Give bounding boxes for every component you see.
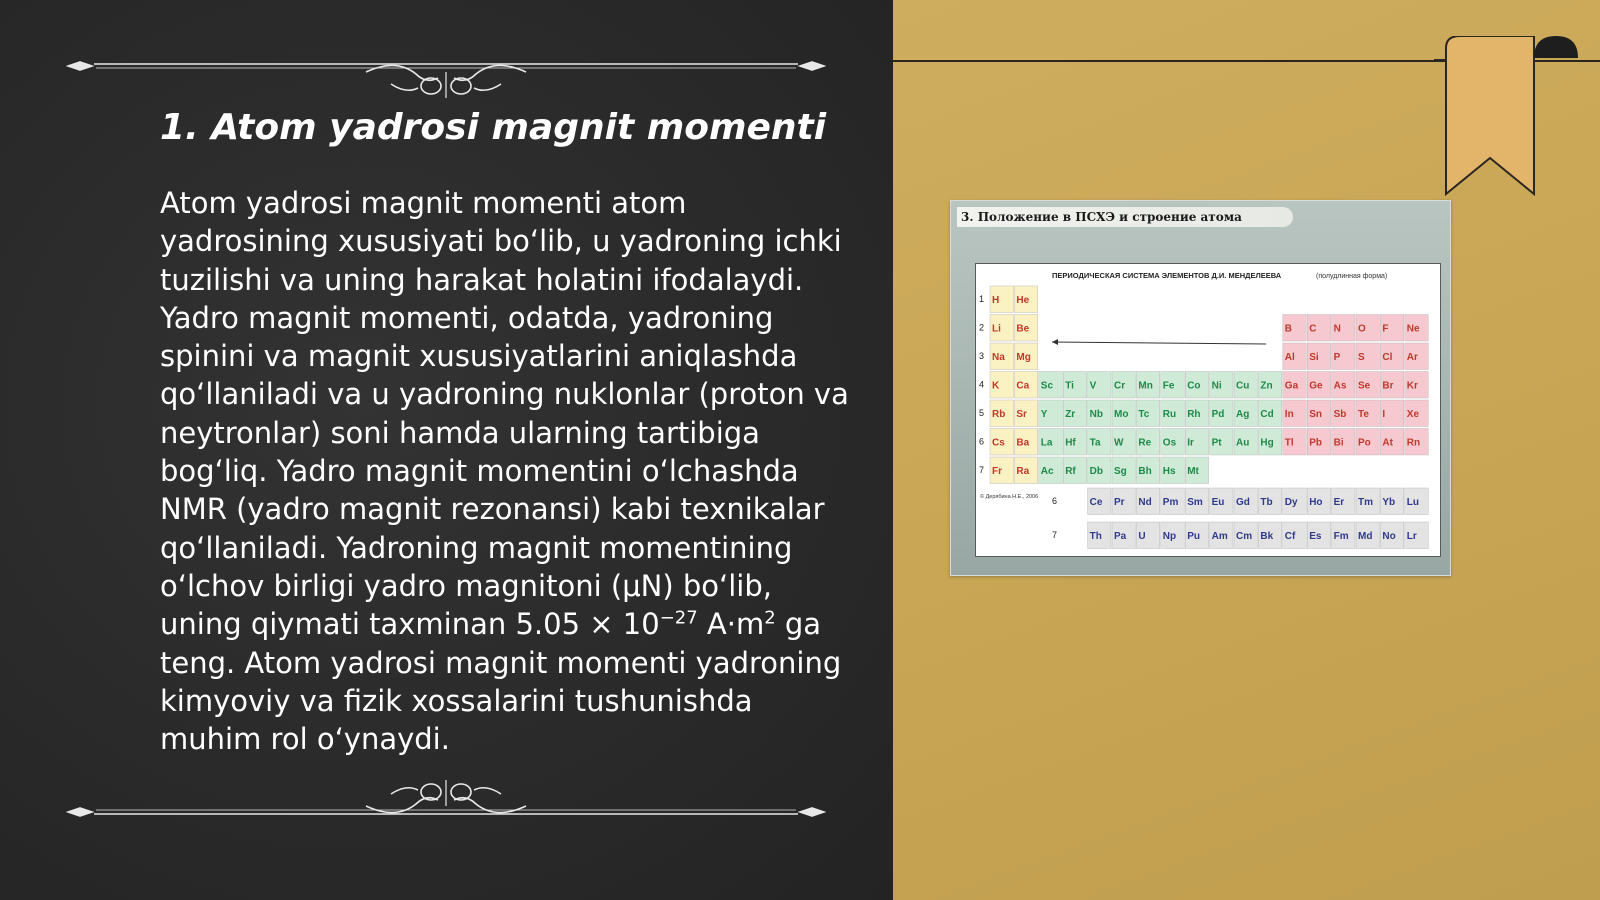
element-symbol: Ni [1211, 380, 1222, 392]
body-exponent: −27 [659, 607, 698, 629]
element-symbol: Ba [1016, 437, 1030, 449]
bottom-ornamental-border [66, 780, 826, 830]
period-label: 6 [979, 436, 985, 447]
element-symbol: Tc [1138, 409, 1150, 420]
element-symbol: Lu [1406, 497, 1420, 508]
element-symbol: Np [1162, 531, 1177, 542]
body-unit-exponent: 2 [764, 607, 776, 629]
element-symbol: Ar [1406, 352, 1418, 363]
element-symbol: Br [1382, 380, 1394, 392]
body-text-main: Atom yadrosi magnit momenti atom yadrosining xususiyati bo‘lib, u yadroning ichki tuzilishi va uning harakat holatini ifodalaydi. Yadro magnit momenti, odatda, yadroning spinini va magnit xususiyatlarini aniqlashda qo‘llaniladi va u yadroning nuklonlar (proton va neytronlar) soni hamda ularning tartibiga bog‘liq. Yadro magnit momentini o‘lchashda NMR (yadro magnit rezonansi) kabi texnikalar qo‘llaniladi. Yadroning magnit momentining o‘lchov birligi yadro magnitoni (μN) bo‘lib, uning qiymati taxminan 5.05 × 10 [160, 186, 849, 642]
element-symbol: Gd [1236, 497, 1250, 508]
element-symbol: P [1333, 352, 1341, 363]
element-symbol: Cf [1284, 531, 1296, 542]
element-symbol: Ge [1309, 380, 1323, 392]
element-symbol: Sn [1309, 409, 1322, 420]
element-symbol: U [1138, 531, 1146, 542]
element-symbol: Au [1236, 437, 1250, 449]
element-symbol: Zr [1065, 409, 1076, 420]
element-symbol: Po [1358, 437, 1371, 449]
element-symbol: Ag [1236, 409, 1250, 420]
element-symbol: Rb [992, 409, 1006, 420]
element-symbol: Hf [1065, 437, 1076, 449]
element-symbol: I [1382, 409, 1386, 420]
element-symbol: Hs [1162, 466, 1176, 477]
element-symbol: Ce [1089, 497, 1103, 508]
element-symbol: In [1284, 409, 1294, 420]
element-symbol: Pr [1114, 497, 1125, 508]
element-symbol: Cr [1114, 380, 1126, 392]
element-symbol: Db [1089, 466, 1103, 477]
element-symbol: N [1333, 323, 1341, 335]
element-symbol: Cl [1382, 352, 1393, 363]
element-symbol: Te [1358, 409, 1369, 420]
element-symbol: Yb [1382, 497, 1396, 508]
element-symbol: Xe [1406, 409, 1420, 420]
slide-title: 1. Atom yadrosi magnit momenti [160, 107, 827, 148]
element-symbol: Sb [1333, 409, 1347, 420]
element-symbol: Bh [1138, 466, 1152, 477]
element-symbol: Al [1284, 352, 1295, 363]
period-label: 7 [979, 465, 985, 475]
period-label: 4 [979, 379, 985, 390]
element-symbol: Rf [1065, 466, 1076, 477]
arrow-line [1052, 342, 1266, 344]
body-text-end: ga teng. Atom yadrosi magnit momenti yadroning kimyoviy va fizik xossalarini tushunishda muhim rol o‘ynaydi. [160, 607, 842, 757]
element-symbol: Ac [1040, 466, 1054, 477]
element-symbol: Si [1309, 352, 1319, 363]
element-symbol: Ne [1406, 323, 1420, 335]
element-symbol: Li [992, 323, 1001, 335]
top-ornamental-border [66, 48, 826, 98]
table-subtitle: (полудлинная форма) [1316, 273, 1388, 280]
element-symbol: Tm [1358, 497, 1373, 508]
element-symbol: Ho [1309, 497, 1323, 508]
element-symbol: Fr [992, 466, 1002, 477]
element-symbol: Ca [1016, 380, 1030, 392]
periodic-table [975, 263, 1441, 557]
element-symbol: Cd [1260, 409, 1274, 420]
element-symbol: Rn [1406, 437, 1421, 449]
element-symbol: Nd [1138, 497, 1152, 508]
element-symbol: Sg [1114, 466, 1127, 477]
element-symbol: S [1358, 352, 1365, 363]
period-label: 2 [979, 322, 985, 333]
period-label: 1 [979, 294, 985, 304]
element-symbol: Ra [1016, 466, 1030, 477]
element-symbol: As [1333, 380, 1347, 392]
element-symbol: O [1358, 323, 1366, 335]
element-symbol: Mo [1114, 409, 1129, 420]
element-symbol: Pu [1187, 531, 1200, 542]
element-symbol: Os [1162, 437, 1177, 449]
element-symbol: C [1309, 323, 1317, 335]
element-symbol: Rh [1187, 409, 1201, 420]
element-symbol: Sr [1016, 409, 1027, 420]
element-symbol: Ir [1187, 437, 1194, 449]
element-symbol: Kr [1406, 380, 1418, 392]
element-symbol: Es [1309, 531, 1322, 542]
bookmark-ribbon-icon [1434, 36, 1600, 196]
element-symbol: Nb [1089, 409, 1103, 420]
element-symbol: Ru [1162, 409, 1177, 420]
element-symbol: La [1040, 437, 1053, 449]
element-symbol: Pb [1309, 437, 1322, 449]
element-symbol: Eu [1211, 497, 1225, 508]
element-symbol: At [1382, 437, 1393, 449]
copyright: © Дерябина Н.Е., 2006 [980, 494, 1039, 500]
lanthanide-row-label: 6 [1052, 496, 1058, 506]
element-symbol: Sm [1187, 497, 1203, 508]
element-symbol: He [1016, 295, 1030, 306]
periodic-table-image [950, 200, 1451, 576]
element-symbol: H [992, 295, 1000, 306]
element-symbol: Ta [1089, 437, 1101, 449]
element-symbol: Na [992, 352, 1005, 363]
element-symbol: Ga [1284, 380, 1299, 392]
body-unit: A·m [697, 607, 765, 642]
element-symbol: Fe [1162, 380, 1175, 392]
element-symbol: Bi [1333, 437, 1344, 449]
element-symbol: Y [1040, 409, 1048, 420]
element-symbol: Cs [992, 437, 1005, 449]
element-symbol: Cm [1236, 531, 1253, 542]
element-symbol: Mg [1016, 352, 1031, 363]
element-symbol: Er [1333, 497, 1345, 508]
element-symbol: Pt [1211, 437, 1222, 449]
element-symbol: Ti [1065, 380, 1074, 392]
element-symbol: K [992, 380, 1000, 392]
element-symbol: Mt [1187, 466, 1199, 477]
arrow-head-icon [1052, 339, 1058, 345]
period-label: 3 [979, 351, 985, 361]
period-label: 5 [979, 408, 985, 418]
element-symbol: Pa [1114, 531, 1127, 542]
element-symbol: Md [1358, 531, 1373, 542]
element-symbol: Se [1358, 380, 1371, 392]
element-symbol: F [1382, 323, 1389, 335]
element-symbol: Pd [1211, 409, 1225, 420]
element-symbol: Hg [1260, 437, 1274, 449]
actinide-row-label: 7 [1052, 530, 1058, 540]
element-symbol: V [1089, 380, 1097, 392]
element-symbol: Th [1089, 531, 1102, 542]
element-symbol: No [1382, 531, 1396, 542]
element-symbol: Bk [1260, 531, 1274, 542]
table-title: ПЕРИОДИЧЕСКАЯ СИСТЕМА ЭЛЕМЕНТОВ Д.И. МЕНДЕЛЕЕВА [1052, 271, 1282, 280]
element-symbol: Mn [1138, 380, 1153, 392]
element-symbol: Zn [1260, 380, 1273, 392]
element-symbol: Dy [1284, 497, 1298, 508]
element-symbol: Re [1138, 437, 1152, 449]
element-symbol: Lr [1406, 531, 1417, 542]
element-symbol: Cu [1236, 380, 1250, 392]
element-symbol: Sc [1040, 380, 1054, 392]
element-symbol: Tl [1284, 437, 1294, 449]
element-symbol: Fm [1333, 531, 1349, 542]
element-symbol: Am [1211, 531, 1228, 542]
element-symbol: Tb [1260, 497, 1273, 508]
element-symbol: Pm [1162, 497, 1179, 508]
element-symbol: Be [1016, 323, 1030, 335]
element-symbol: Co [1187, 380, 1201, 392]
element-symbol: W [1114, 437, 1124, 449]
element-symbol: B [1284, 323, 1293, 335]
image-caption: 3. Положение в ПСХЭ и строение атома [957, 207, 1293, 227]
slide-body-text [160, 184, 850, 758]
